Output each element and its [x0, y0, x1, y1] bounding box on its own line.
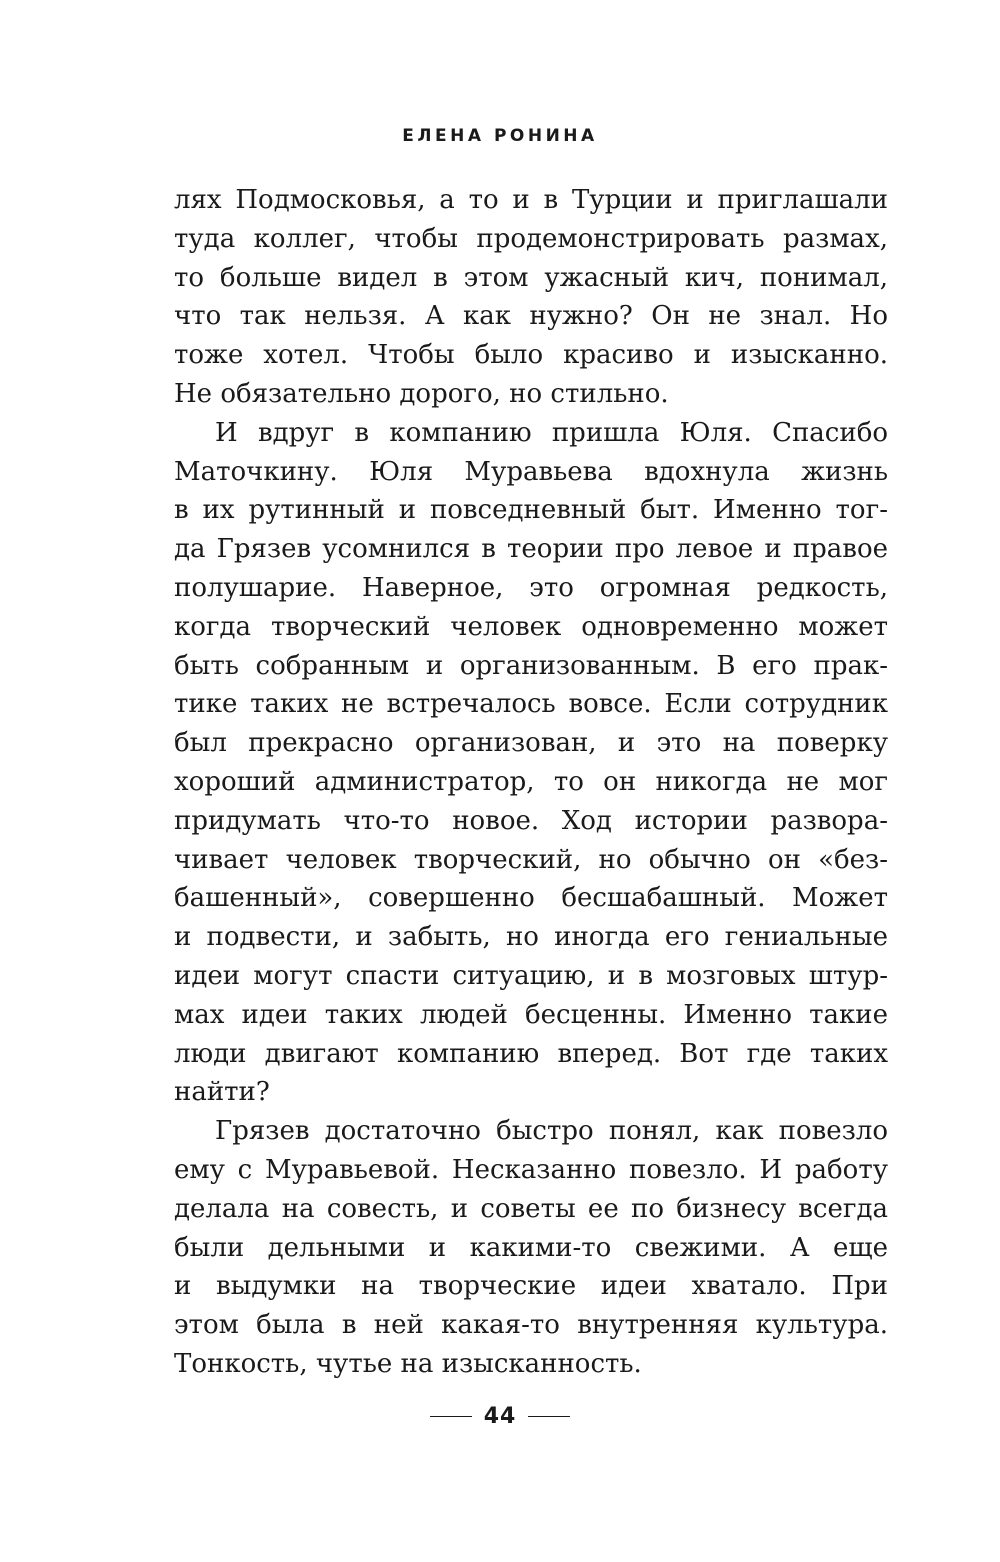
- text-line: Грязев достаточно быстро понял, как повезло: [215, 1116, 888, 1147]
- text-line: хороший администратор, то он никогда не мог: [174, 766, 888, 797]
- text-line: люди двигают компанию вперед. Вот где таких: [174, 1038, 888, 1069]
- text-line: в их рутинный и повседневный быт. Именно тог-: [174, 495, 888, 526]
- text-line: этом была в ней какая-то внутренняя культура.: [174, 1310, 888, 1341]
- text-line: Не обязательно дорого, но стильно.: [174, 378, 669, 409]
- paragraph-1: [174, 181, 888, 414]
- text-line: Тонкость, чутье на изысканность.: [174, 1348, 642, 1379]
- text-line: идеи могут спасти ситуацию, и в мозговых штур-: [174, 960, 888, 991]
- folio-rule-left: [430, 1416, 472, 1417]
- text-line: Маточкину. Юля Муравьева вдохнула жизнь: [174, 456, 888, 487]
- text-line: тике таких не встречалось вовсе. Если сотрудник: [174, 689, 888, 720]
- text-line: да Грязев усомнился в теории про левое и правое: [174, 534, 888, 565]
- text-line: быть собранным и организованным. В его прак-: [174, 650, 888, 681]
- text-line: мах идеи таких людей бесценны. Именно такие: [174, 999, 888, 1030]
- paragraph-2: [174, 414, 888, 1112]
- text-line: лях Подмосковья, а то и в Турции и приглашали: [174, 185, 888, 215]
- text-line: что так нельзя. А как нужно? Он не знал. Но: [174, 301, 888, 332]
- text-line: когда творческий человек одновременно может: [174, 611, 888, 642]
- text-line: ему с Муравьевой. Несказанно повезло. И работу: [174, 1154, 888, 1185]
- text-line: были дельными и какими-то свежими. А еще: [174, 1232, 888, 1263]
- folio-rule-right: [528, 1416, 570, 1417]
- page-footer: [0, 1404, 1000, 1429]
- text-line: придумать что-то новое. Ход истории развора-: [174, 805, 888, 836]
- text-line: тоже хотел. Чтобы было красиво и изысканно.: [174, 340, 888, 371]
- text-line: то больше видел в этом ужасный кич, понимал,: [174, 262, 888, 293]
- text-line: полушарие. Наверное, это огромная редкость,: [174, 572, 888, 603]
- text-line: был прекрасно организован, и это на поверку: [174, 728, 888, 759]
- text-line: башенный», совершенно бесшабашный. Может: [174, 883, 888, 914]
- text-line: делала на совесть, и советы ее по бизнесу всегда: [174, 1193, 888, 1224]
- text-line: И вдруг в компанию пришла Юля. Спасибо: [215, 417, 888, 448]
- running-head: ЕЛЕНА РОНИНА: [402, 126, 598, 146]
- text-line: и выдумки на творческие идеи хватало. При: [174, 1271, 888, 1302]
- body-text: [174, 181, 888, 1384]
- text-line: и подвести, и забыть, но иногда его гениальные: [174, 922, 888, 953]
- text-line: найти?: [174, 1077, 270, 1108]
- page-number: 44: [483, 1404, 517, 1429]
- text-line: чивает человек творческий, но обычно он «без-: [174, 844, 888, 875]
- text-line: туда коллег, чтобы продемонстрировать размах,: [174, 223, 888, 254]
- paragraph-3: [174, 1112, 888, 1384]
